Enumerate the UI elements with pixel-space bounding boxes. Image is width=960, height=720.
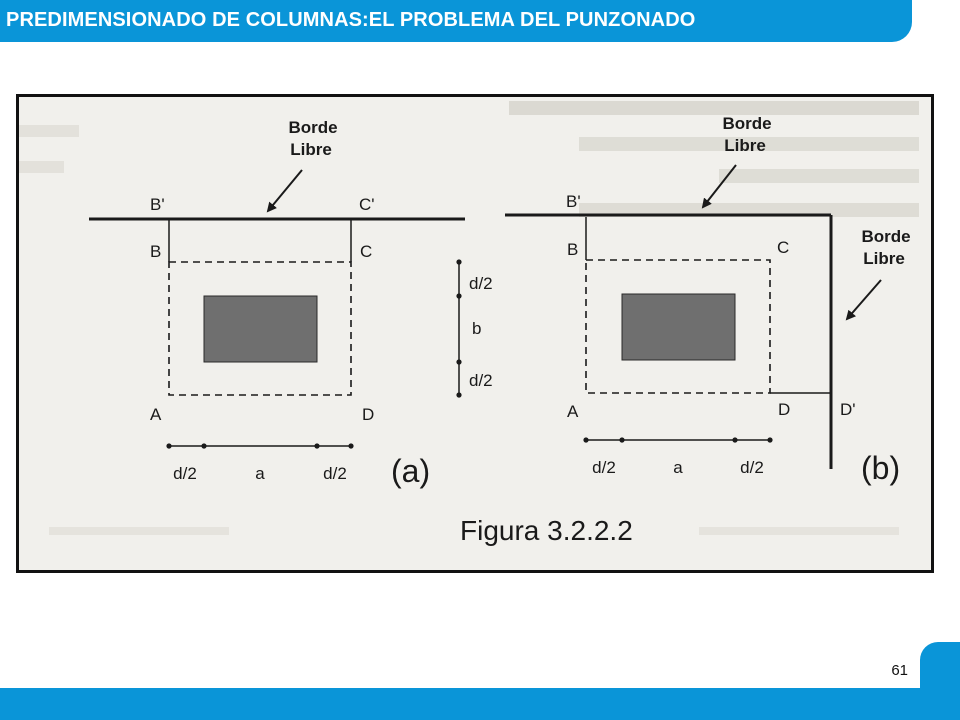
panel-b-label: (b) xyxy=(861,450,901,486)
panel-b-corner-d-prime: D' xyxy=(840,400,856,419)
panel-a-corner-b: B xyxy=(150,242,162,261)
title-bar xyxy=(0,0,912,42)
panel-a-free-edge-label-line1: Borde xyxy=(288,118,338,137)
punching-shear-figure xyxy=(19,97,931,570)
panel-b-dim-horizontal-tick xyxy=(767,437,772,442)
panel-b-dim-center: a xyxy=(673,458,683,477)
panel-a-corner-d: D xyxy=(362,405,375,424)
panel-b-corner-b: B xyxy=(567,240,579,259)
panel-a-column-section xyxy=(204,296,317,362)
panel-b-corner-d: D xyxy=(778,400,791,419)
panel-a-dim-mid: b xyxy=(472,319,482,338)
panel-b-dim-horizontal-tick xyxy=(619,437,624,442)
page-number: 61 xyxy=(891,662,908,679)
panel-b-column-section xyxy=(622,294,735,360)
panel-b-corner-a: A xyxy=(567,402,579,421)
panel-b-free-edge-top-line2: Libre xyxy=(724,136,766,155)
panel-a-dim-vertical-tick xyxy=(456,392,461,397)
panel-a-dim-bottom: d/2 xyxy=(469,371,493,390)
panel-b-dim-horizontal-tick xyxy=(583,437,588,442)
figure-caption: Figura 3.2.2.2 xyxy=(460,515,633,546)
panel-a-dim-top: d/2 xyxy=(469,274,493,293)
footer-bar xyxy=(0,688,960,720)
panel-b-corner-b-prime: B' xyxy=(566,192,581,211)
panel-a-dim-vertical-tick xyxy=(456,259,461,264)
figure-frame xyxy=(16,94,934,573)
panel-a-corner-c-prime: C' xyxy=(359,195,375,214)
panel-a-dim-horizontal-tick xyxy=(314,443,319,448)
panel-a-dim-center: a xyxy=(255,464,265,483)
panel-b-free-edge-top-line1: Borde xyxy=(722,114,772,133)
panel-a-dim-horizontal-tick xyxy=(166,443,171,448)
panel-a-corner-c: C xyxy=(360,242,373,261)
panel-a-dim-right: d/2 xyxy=(323,464,347,483)
panel-b-dim-left: d/2 xyxy=(592,458,616,477)
slide-title: PREDIMENSIONADO DE COLUMNAS:EL PROBLEMA DEL PUNZONADO xyxy=(6,9,696,31)
panel-a-corner-a: A xyxy=(150,405,162,424)
panel-b-free-edge-right-line1: Borde xyxy=(861,227,911,246)
panel-a-dim-vertical-tick xyxy=(456,293,461,298)
panel-b-corner-c: C xyxy=(777,238,790,257)
panel-a-dim-horizontal-tick xyxy=(201,443,206,448)
panel-b-free-edge-right-line2: Libre xyxy=(863,249,905,268)
panel-a-label: (a) xyxy=(391,453,431,489)
panel-b-dim-right: d/2 xyxy=(740,458,764,477)
panel-a-dim-vertical-tick xyxy=(456,359,461,364)
panel-a-free-edge-label-line2: Libre xyxy=(290,140,332,159)
footer-tab xyxy=(920,642,960,692)
panel-a-dim-horizontal-tick xyxy=(348,443,353,448)
panel-a-dim-left: d/2 xyxy=(173,464,197,483)
panel-a-corner-b-prime: B' xyxy=(150,195,165,214)
panel-b-dim-horizontal-tick xyxy=(732,437,737,442)
